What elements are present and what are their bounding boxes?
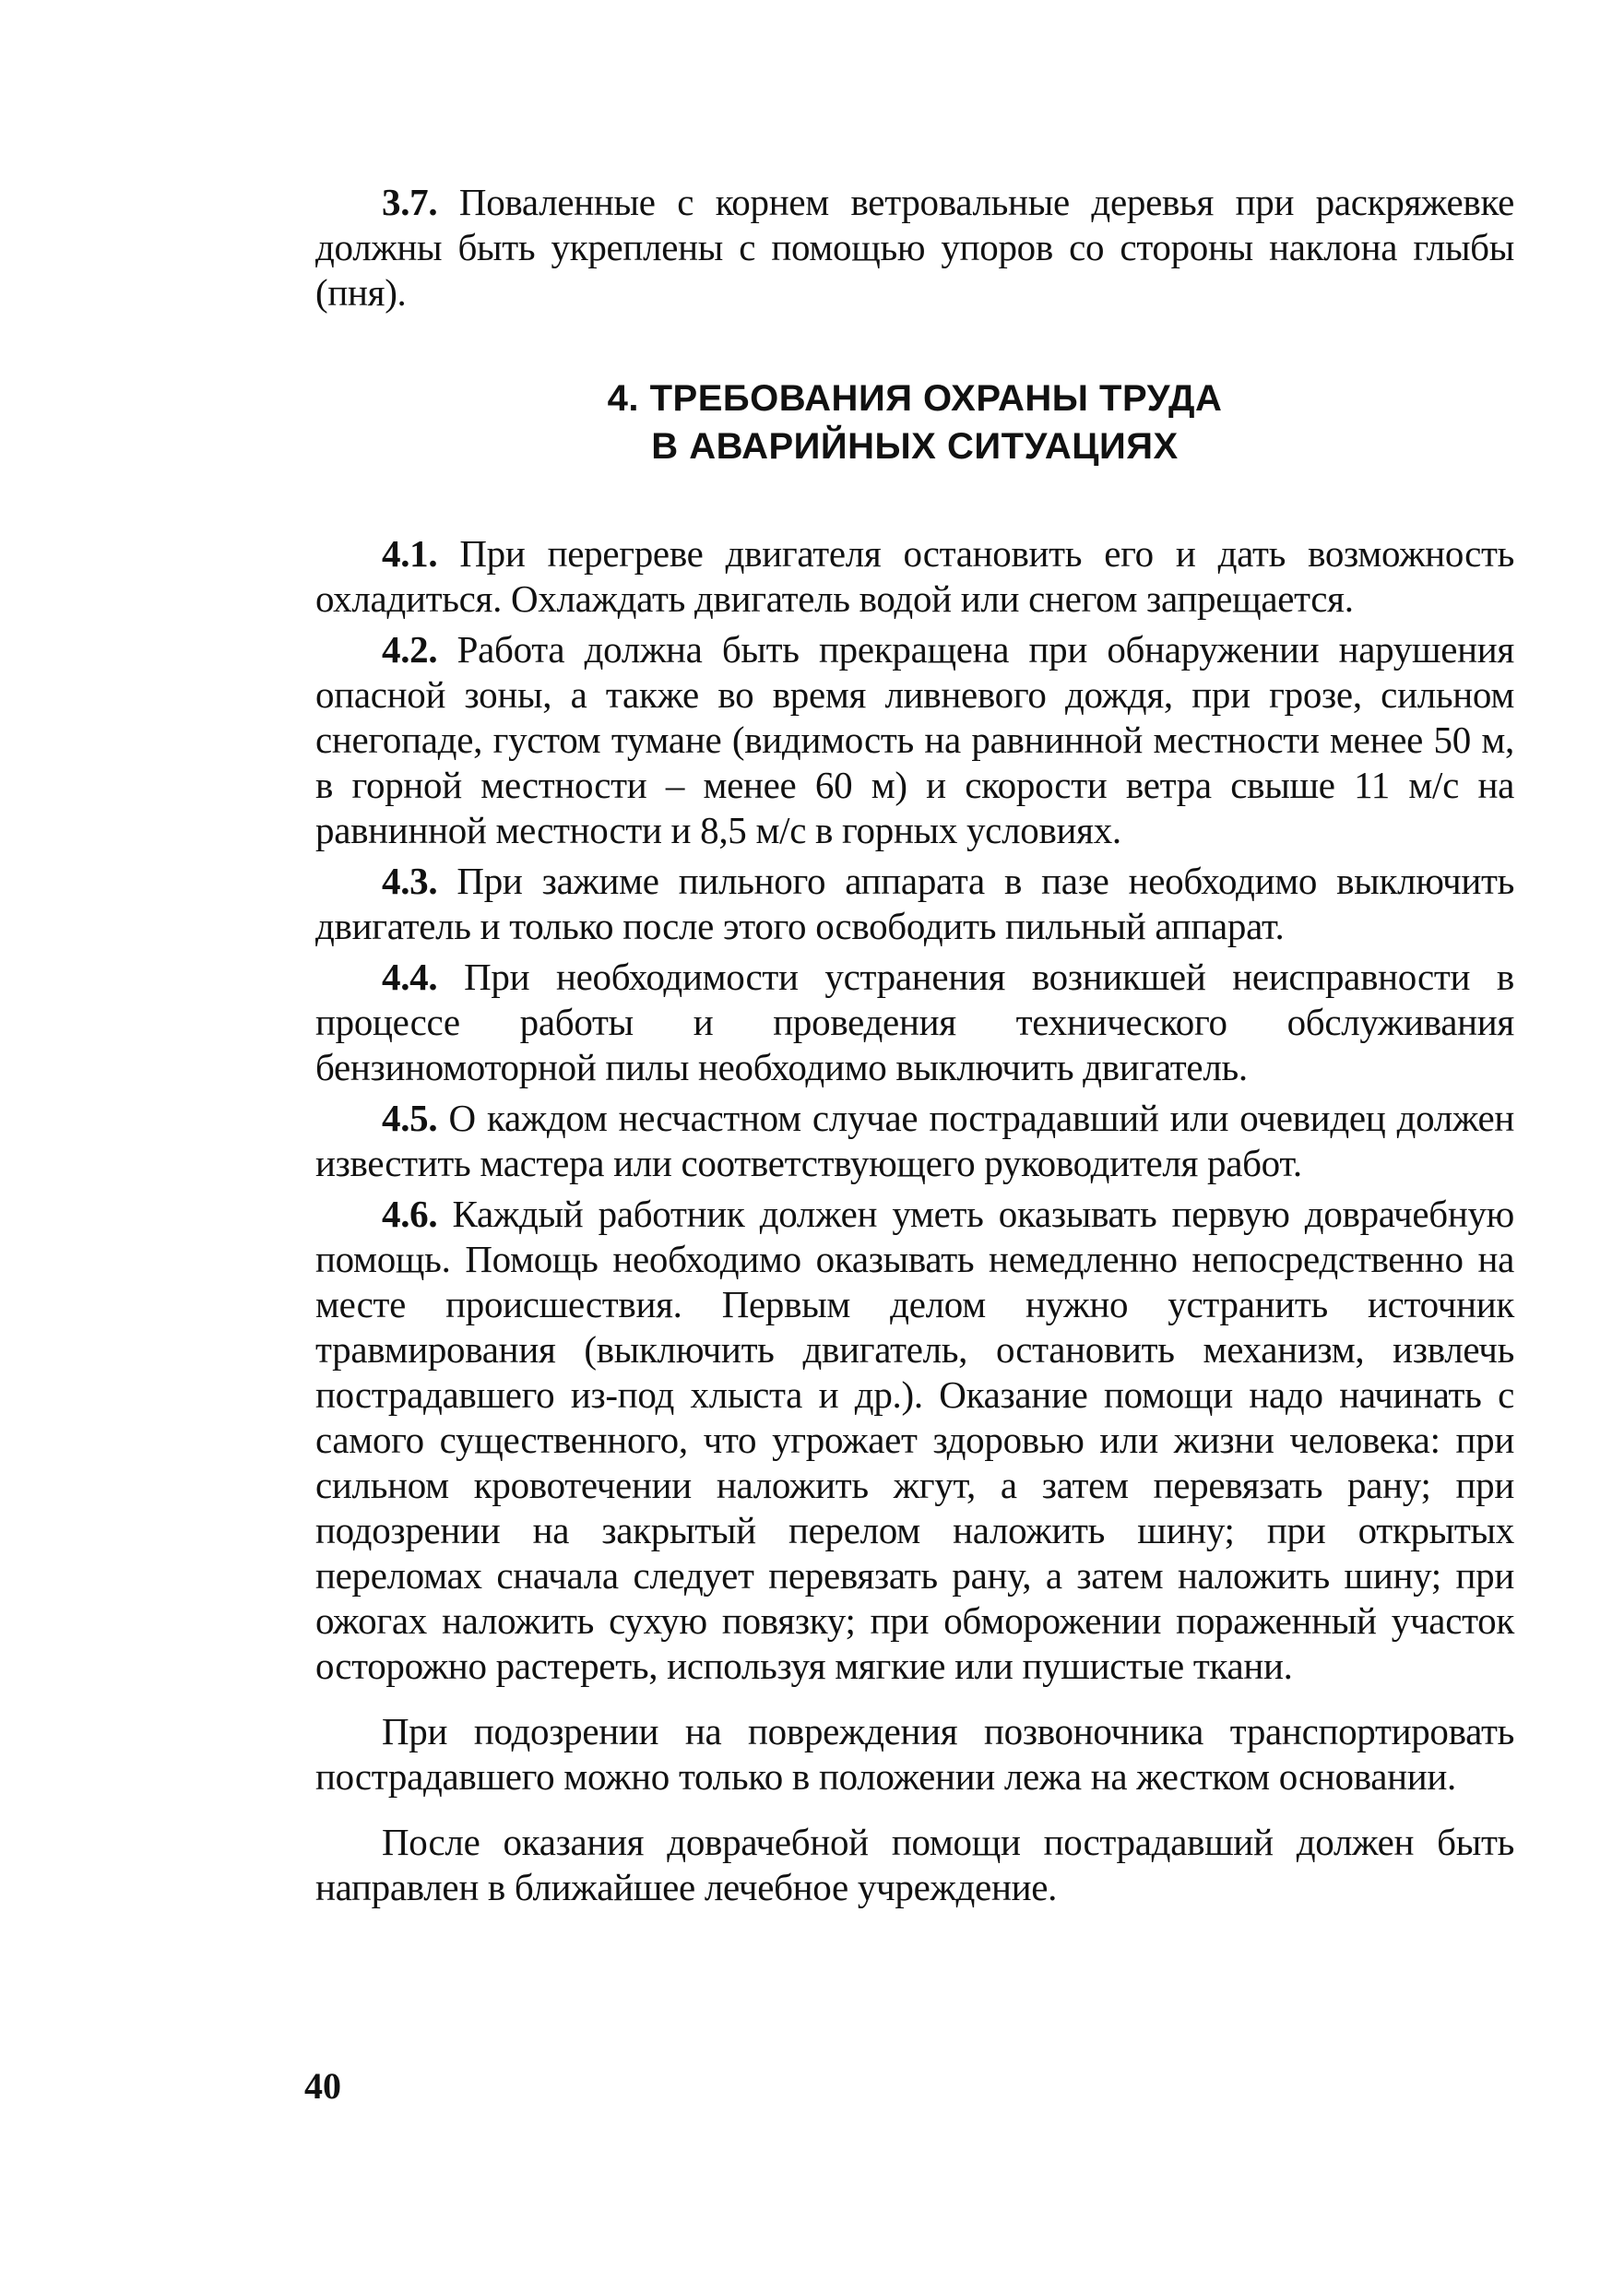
paragraph-number: 3.7. xyxy=(382,181,438,223)
paragraph-4-2 xyxy=(315,627,1514,853)
paragraph-text: Работа должна быть прекращена при обнаружении нарушения опасной зоны, а также во время ливневого дождя, при грозе, сильном снегопаде, густом тумане (видимость на равнинной местности менее 50 м, в горной местности – менее 60 м) и скорости ветра свыше 11 м/с на равнинной местности и 8,5 м/с в горных условиях. xyxy=(315,628,1514,851)
paragraph-3-7 xyxy=(315,180,1514,315)
paragraph-number: 4.4. xyxy=(382,956,438,998)
paragraph-number: 4.2. xyxy=(382,628,438,671)
page-number: 40 xyxy=(304,2065,341,2107)
paragraph-4-3 xyxy=(315,859,1514,949)
paragraph-text: Поваленные с корнем ветровальные деревья при раскряжевке должны быть укреплены с помощью упоров со стороны наклона глыбы (пня). xyxy=(315,181,1514,314)
page-body xyxy=(315,180,1514,1910)
paragraph-text: При необходимости устранения возникшей неисправности в процессе работы и проведения технического обслуживания бензиномоторной пилы необходимо выключить двигатель. xyxy=(315,956,1514,1088)
section-heading-line2: В АВАРИЙНЫХ СИТУАЦИЯХ xyxy=(651,426,1179,467)
paragraph-4-4 xyxy=(315,955,1514,1090)
paragraph-4-5 xyxy=(315,1096,1514,1186)
section-heading-line1: 4. ТРЕБОВАНИЯ ОХРАНЫ ТРУДА xyxy=(607,378,1223,419)
paragraph-number: 4.1. xyxy=(382,532,438,575)
paragraph-text: О каждом несчастном случае пострадавший или очевидец должен известить мастера или соответствующего руководителя работ. xyxy=(315,1097,1514,1184)
paragraph-number: 4.6. xyxy=(382,1193,438,1235)
paragraph-spine-injury: При подозрении на повреждения позвоночника транспортировать пострадавшего можно только в положении лежа на жестком основании. xyxy=(315,1710,1514,1798)
paragraph-number: 4.5. xyxy=(382,1097,438,1139)
paragraph-after-first-aid: После оказания доврачебной помощи пострадавший должен быть направлен в ближайшее лечебное учреждение. xyxy=(315,1821,1514,1908)
paragraph-number: 4.3. xyxy=(382,860,438,902)
paragraph-text: При перегреве двигателя остановить его и дать возможность охладиться. Охлаждать двигатель водой или снегом запрещается. xyxy=(315,532,1514,620)
paragraph-text: Каждый работник должен уметь оказывать первую доврачебную помощь. Помощь необходимо оказывать немедленно непосредственно на месте происшествия. Первым делом нужно устранить источник травмирования (выключить двигатель, остановить механизм, извлечь пострадавшего из-под хлыста и др.). Оказание помощи надо начинать с самого существенного, что угрожает здоровью или жизни человека: при сильном кровотечении наложить жгут, а затем перевязать рану; при подозрении на закрытый перелом наложить шину; при открытых переломах сначала следует перевязать рану, а затем наложить шину; при ожогах наложить сухую повязку; при обморожении пораженный участок осторожно растереть, используя мягкие или пушистые ткани. xyxy=(315,1193,1514,1687)
section-heading xyxy=(315,374,1514,470)
paragraph-text: При зажиме пильного аппарата в пазе необходимо выключить двигатель и только после этого освободить пильный аппарат. xyxy=(315,860,1514,947)
paragraph-4-1 xyxy=(315,531,1514,622)
paragraph-4-6 xyxy=(315,1192,1514,1689)
